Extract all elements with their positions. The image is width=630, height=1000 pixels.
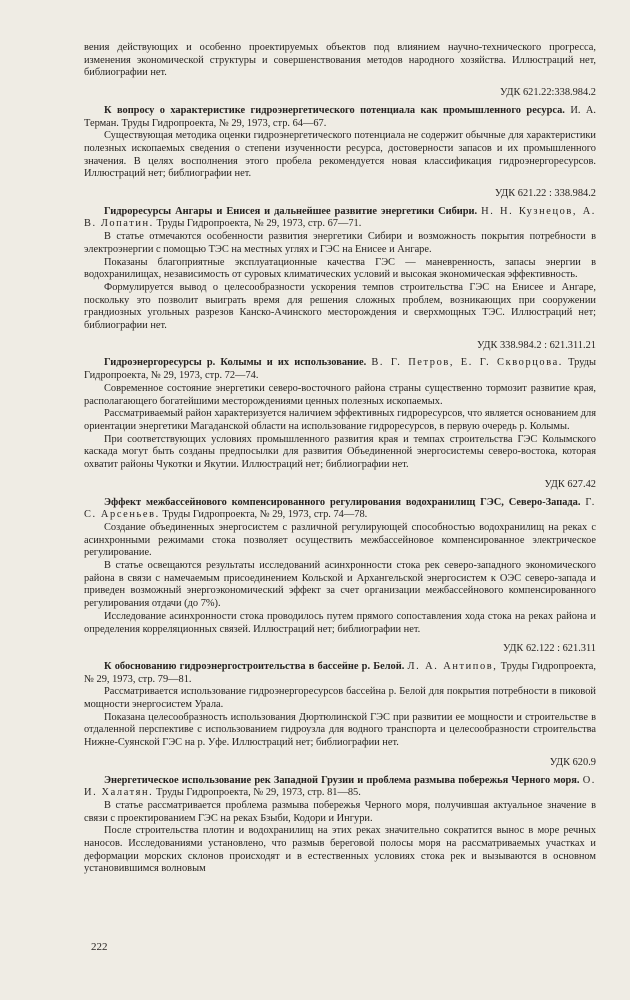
entry-title: К обоснованию гидроэнергостроительства в бассейне р. Белой.	[104, 660, 405, 672]
abstract-paragraph: Показаны благоприятные эксплуатационные качества ГЭС — маневренность, запасы энергии в водохранилищах, независимость от суровых климатических условий и высокая экономическая эффективность.	[84, 256, 596, 281]
entry-heading	[84, 206, 596, 231]
page-number: 222	[91, 941, 108, 953]
entry-source: Труды Гидропроекта, № 29, 1973, стр. 64—67.	[121, 117, 327, 129]
abstract-paragraph: Современное состояние энергетики северо-восточного района страны существенно тормозит развитие края, располагающего богатейшими месторождениями ценных полезных ископаемых.	[84, 382, 596, 407]
abstract-paragraph: В статье освещаются результаты исследований асинхронности стока рек северо-западного экономического района в связи с намечаемым присоединением Кольской и Архангельской энергосистем к ОЭС северо-запада и приведен возможный энергоэкономический эффект за счет организации межбассейнового компенсированного регулирования отдачи (до 7%).	[84, 560, 596, 610]
abstract-paragraph: Исследование асинхронности стока проводилось путем прямого сопоставления хода стока на реках района и определения корреляционных связей. Иллюстраций нет; библиографии нет.	[84, 610, 596, 635]
text-column	[84, 42, 596, 876]
udk-code: УДК 627.42	[544, 478, 596, 490]
abstract-paragraph: Рассматриваемый район характеризуется наличием эффективных гидроресурсов, что является основанием для ориентации энергетики Магаданской области на использование гидроресурсов, в первую очередь р. Колымы.	[84, 408, 596, 432]
entry-title: Эффект межбассейнового компенсированного регулирования водохранилищ ГЭС, Северо-Запада.	[104, 496, 581, 508]
entry-authors: И. А. Терман.	[84, 104, 596, 129]
abstract-paragraph: В статье рассматривается проблема размыва побережья Черного моря, получившая актуальное значение в связи с проектированием ГЭС на реках Бзыби, Кодори и Ингури.	[84, 799, 596, 824]
entry-source: Труды Гидропроекта, № 29, 1973, стр. 81—85.	[156, 787, 361, 799]
abstract-paragraph: Формулируется вывод о целесообразности ускорения темпов строительства ГЭС на Енисее и Ангаре, поскольку это позволит выиграть время для решения сложных проблем, возникающих при сооружении грандиозных угольных разрезов Канско-Ачинского месторождения и сверхмощных ТЭС. Иллюстраций нет; библиографии нет.	[84, 281, 596, 332]
udk-code: УДК 621.22:338.984.2	[500, 87, 596, 99]
abstract-paragraph: При соответствующих условиях промышленного развития края и темпах строительства ГЭС Колымского каскада могут быть созданы предпосылки для развития Объединенной энергосистемы северо-востока, которая охватит районы Чукотки и Якутии. Иллюстраций нет; библиографии нет.	[84, 433, 596, 471]
entry-source: Труды Гидропроекта, № 29, 1973, стр. 74—78.	[162, 509, 368, 521]
entry-authors: О. И. Халатян.	[84, 774, 596, 799]
entry-heading	[84, 357, 596, 382]
entry-authors: Н. Н. Кузнецов, А. В. Лопатин.	[84, 205, 596, 230]
udk-code: УДК 338.984.2 : 621.311.21	[477, 339, 596, 351]
entry-title: Гидроэнергоресурсы р. Колымы и их использование.	[104, 357, 367, 369]
udk-code: УДК 621.22 : 338.984.2	[494, 188, 596, 200]
abstract-paragraph: Существующая методика оценки гидроэнергетического потенциала не содержит обычные для характеристики полезных ископаемых сведения о степени изученности ресурса, достоверности запасов и их промышленного значения. В целях восполнения этого пробела рекомендуется новая классификация гидроэнергоресурсов. Иллюстраций нет; библиографии нет.	[84, 130, 596, 180]
entry-heading	[84, 105, 596, 130]
entry-source: Труды Гидропроекта, № 29, 1973, стр. 79—81.	[84, 660, 596, 685]
entry-source: Труды Гидропроекта, № 29, 1973, стр. 67—71.	[156, 218, 362, 230]
intro-paragraph: вения действующих и особенно проектируемых объектов под влиянием научно-технического прогресса, изменения экономической структуры и совершенствования методов народного хозяйства. Иллюстраций нет, библиографии нет.	[84, 42, 596, 79]
entry-heading	[84, 661, 596, 686]
entry-title: Энергетическое использование рек Западной Грузии и проблема размыва побережья Черного моря.	[104, 774, 580, 786]
entry-title: К вопросу о характеристике гидроэнергетического потенциала как промышленного ресурса.	[104, 104, 565, 116]
abstract-paragraph: Создание объединенных энергосистем с различной регулирующей способностью водохранилищ на реках с асинхронными режимами стока позволяет осуществить межбассейновое компенсированное электрическое регулирование.	[84, 521, 596, 559]
entry-heading	[84, 497, 596, 522]
entry-authors: Г. С. Арсеньев.	[84, 496, 596, 521]
entry-authors: Л. А. Антипов,	[407, 660, 498, 672]
abstract-paragraph: После строительства плотин и водохранилищ на этих реках значительно сократится вынос в море речных наносов. Исследованиями установлено, что размыв береговой полосы моря на рассматриваемых участках и деформации морских склонов происходят и в естественных условиях стока рек и вызываются в основном установившимся волновым	[84, 825, 596, 875]
entry-source: Труды Гидропроекта, № 29, 1973, стр. 72—74.	[84, 357, 596, 382]
udk-code: УДК 620.9	[549, 756, 596, 768]
udk-code: УДК 62.122 : 621.311	[503, 643, 596, 655]
entry-authors: В. Г. Петров, Е. Г. Скворцова.	[371, 357, 563, 369]
abstract-paragraph: Показана целесообразность использования Дюртюлинской ГЭС при развитии ее мощности и строительстве в отдаленной перспективе с использованием гидроузла для водного транспорта и целесообразности строительства Нижне-Суянской ГЭС на р. Уфе. Иллюстраций нет; библиографии нет.	[84, 711, 596, 749]
abstract-paragraph: Рассматривается использование гидроэнергоресурсов бассейна р. Белой для покрытия потребности в пиковой мощности энергосистем Урала.	[84, 686, 596, 711]
abstract-paragraph: В статье отмечаются особенности развития энергетики Сибири и возможность покрытия потребности в электроэнергии с помощью ТЭС на местных углях и ГЭС на Енисее и Ангаре.	[84, 231, 596, 255]
entry-title: Гидроресурсы Ангары и Енисея и дальнейшее развитие энергетики Сибири.	[104, 205, 478, 217]
entry-heading	[84, 775, 596, 800]
